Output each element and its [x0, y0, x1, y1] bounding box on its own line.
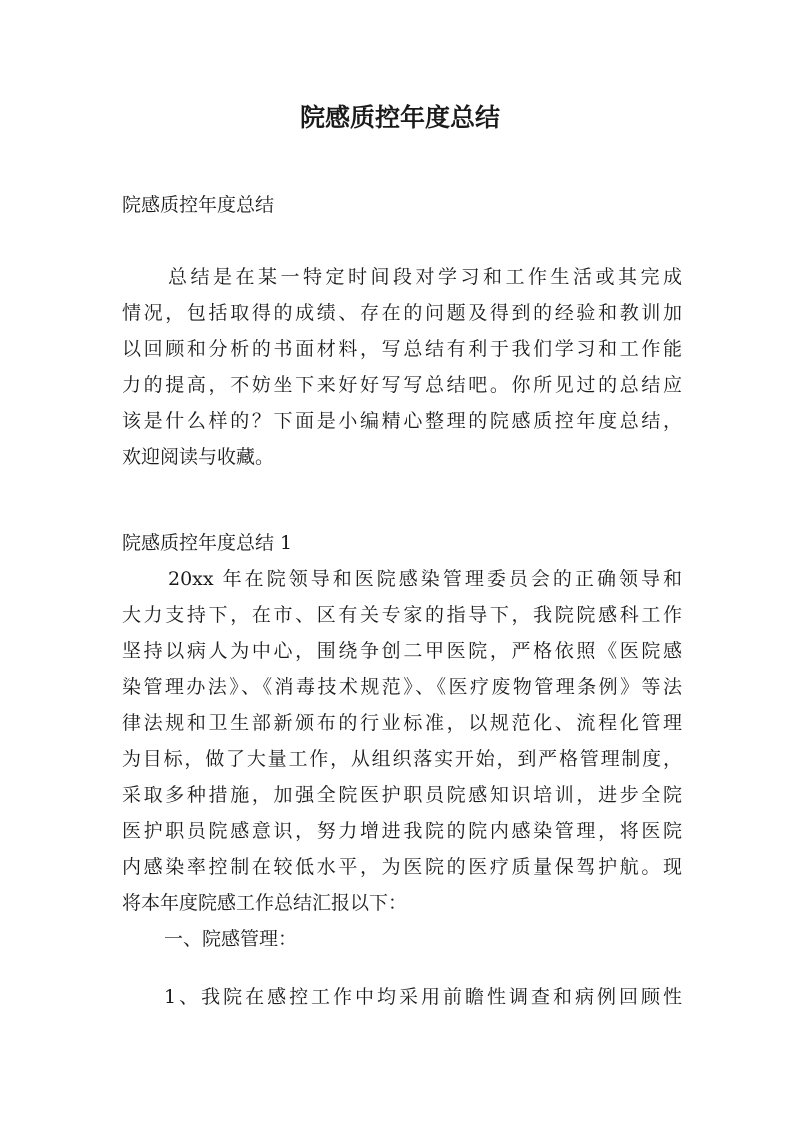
section-line: 为目标，做了大量工作，从组织落实开始，到严格管理制度， [122, 748, 682, 770]
section-line: 染管理办法》、《消毒技术规范》、《医疗废物管理条例》等法 [122, 676, 682, 698]
section-line: 内感染率控制在较低水平，为医院的医疗质量保驾护航。现 [122, 856, 682, 878]
intro-line: 该是什么样的？下面是小编精心整理的院感质控年度总结， [122, 410, 682, 432]
intro-line: 欢迎阅读与收藏。 [122, 446, 275, 468]
intro-line: 以回顾和分析的书面材料，写总结有利于我们学习和工作能 [122, 338, 682, 360]
document-title: 院感质控年度总结 [299, 103, 500, 132]
document-subtitle: 院感质控年度总结 [122, 194, 275, 216]
intro-line: 总结是在某一特定时间段对学习和工作生活或其完成 [168, 266, 682, 288]
section-line: 律法规和卫生部新颁布的行业标准，以规范化、流程化管理 [122, 712, 682, 734]
section-line: 坚持以病人为中心，围绕争创二甲医院，严格依照《医院感 [122, 640, 682, 662]
section-line: 20xx 年在院领导和医院感染管理委员会的正确领导和 [168, 568, 682, 590]
section-line: 采取多种措施，加强全院医护职员院感知识培训，进步全院 [122, 784, 682, 806]
section-line: 医护职员院感意识，努力增进我院的院内感染管理，将医院 [122, 820, 682, 842]
intro-line: 力的提高，不妨坐下来好好写写总结吧。你所见过的总结应 [122, 374, 682, 396]
section-line: 大力支持下，在市、区有关专家的指导下，我院院感科工作 [122, 604, 682, 626]
section-line: 将本年度院感工作总结汇报以下： [122, 892, 408, 914]
subheading: 一、院感管理： [164, 928, 298, 950]
section-heading: 院感质控年度总结 1 [122, 532, 293, 554]
list-item: 1、我院在感控工作中均采用前瞻性调查和病例回顾性 [164, 986, 682, 1008]
intro-line: 情况，包括取得的成绩、存在的问题及得到的经验和教训加 [122, 302, 682, 324]
